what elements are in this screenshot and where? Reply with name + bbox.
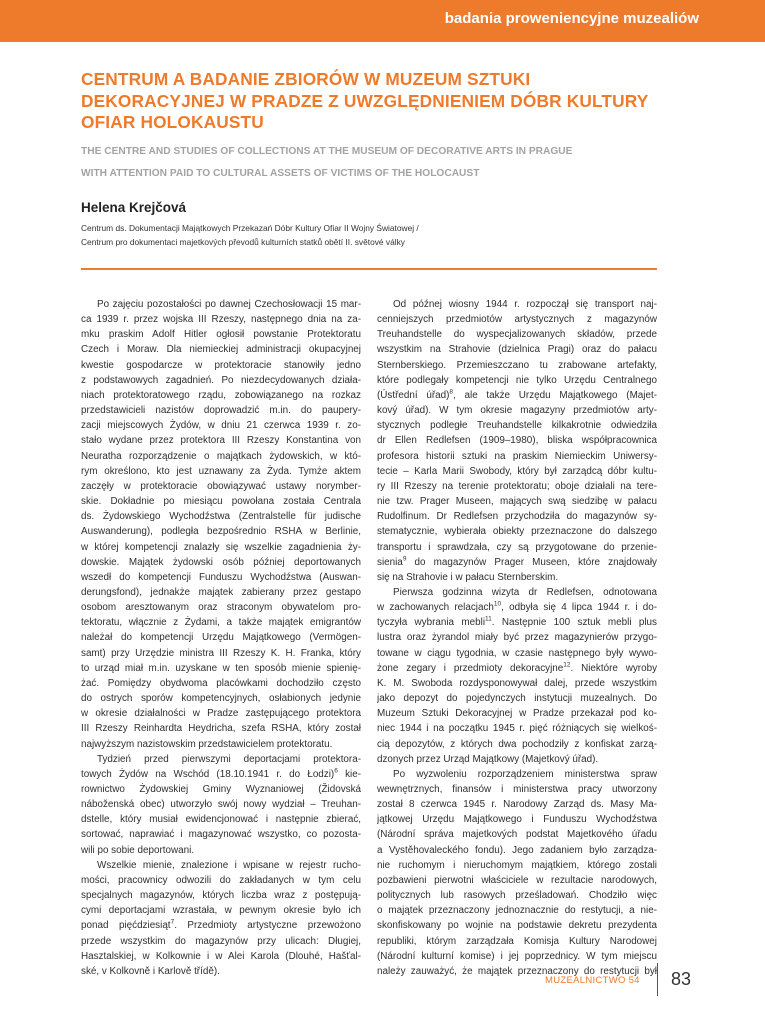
text-line: Treuhandstelle do wyspecjalizowanych składów, przede [377, 329, 657, 341]
text-line: zacji miejscowych Żydów, w dniu 21 czerwca 1939 r. zo- [81, 420, 361, 432]
text-line: zaczęły w protektoracie obowiązywać ustawy norymber- [81, 480, 361, 492]
text-line: samt) przy Urzędzie ministra III Rzeszy K. H. Franka, który [81, 647, 361, 659]
text-line: w okresie działalności w Pradze zastępującego protektora [81, 708, 361, 720]
article-subtitle [81, 141, 681, 185]
text-line: ry III Rzeszy na terenie protektoratu; oboje działali na tere- [377, 480, 657, 492]
text-line: jako depozyt do pojedynczych instytucji muzealnych. Do [377, 693, 657, 705]
text-line: wszystkim na Strahovie (dzielnica Pragi) oraz do pałacu [377, 344, 657, 356]
text-line: skonfiskowany po wojnie na podstawie dekretu prezydenta [377, 920, 657, 932]
text-line: dzonych przez Urząd Majątkowy (Majetkový úřad). [377, 753, 599, 765]
text-line: do ostrych sporów kompetencyjnych, osłabionych jedynie [81, 693, 361, 705]
affiliation-line: Centrum ds. Dokumentacji Majątkowych Przekazań Dóbr Kultury Ofiar II Wojny Światowej / [81, 223, 419, 233]
text-line: Czech i Moraw. Dla niemieckiej administracji okupacyjnej [81, 344, 361, 356]
text-line: mku praskim Adolf Hitler ogłosił powstanie Protektoratu [81, 329, 361, 341]
title-line: OFIAR HOLOKAUSTU [81, 112, 264, 132]
text-line [377, 661, 657, 676]
footnote-ref[interactable]: 12 [563, 661, 571, 669]
text-line: najwyższym nazistowskim przedstawicielem protektoratu. [81, 738, 333, 750]
text-line: ds. Żydowskiego Wychodźstwa (Zentralstelle für judische [81, 511, 361, 523]
text-line: należy zauważyć, że majątek przeznaczony do restytucji był [377, 965, 657, 977]
text-line: dstelle, który musiał ewidencjonować i następnie zbierać, [81, 814, 361, 826]
text-fragment: , odbyła się 4 lipca 1944 r. i do- [501, 602, 657, 614]
text-line: Po wyzwoleniu rozporządzeniem ministerstwa spraw [393, 768, 657, 780]
footnote-ref[interactable]: 10 [493, 600, 502, 608]
text-line [377, 615, 657, 630]
text-line: tecie – Karla Marii Swobody, który był zarządcą dóbr kultu- [377, 465, 657, 477]
text-line [81, 918, 361, 933]
text-line: sortować, naprawiać i magazynować wszystko, co pozosta- [81, 829, 361, 841]
text-line: Neuratha rozporządzenie o majątkach żydowskich, w któ- [81, 450, 361, 462]
text-line: o majątek przeznaczony jednoznacznie do restytucji, a nie- [377, 905, 657, 917]
text-line: z podstawowych zagadnień. Po niezdecydowanych działa- [81, 374, 361, 386]
text-fragment: . Przedmioty artystyczne przewożono [174, 920, 361, 932]
text-fragment: (Ústřední úřad) [377, 389, 450, 401]
text-fragment: towych Żydów na Wschód (18.10.1941 r. do Łodzi) [81, 768, 335, 780]
text-line: Auswanderung), podległa bezpośrednio RSHA w Berlinie, [81, 526, 361, 538]
text-line: osobom aresztowanym oraz straconym obywatelom pro- [81, 602, 361, 614]
footnote-ref[interactable]: 7 [170, 919, 175, 927]
text-line: Muzeum Sztuki Dekoracyjnej w Pradze przekazał pod ko- [377, 708, 657, 720]
text-line: cią depozytów, z których dwa pochodziły z konfiskat zarzą- [377, 738, 657, 750]
section-title: badania proweniencyjne muzealiów [444, 10, 699, 27]
text-line [81, 767, 361, 782]
affiliation-line: Centrum pro dokumentaci majetkových převodů kulturních statků obětí II. světové války [81, 237, 405, 247]
text-fragment: . Następnie 100 sztuk mebli plus [491, 617, 657, 629]
text-line: rownictwo Żydowskiej Gminy Wyznaniowej (Židovská [81, 784, 361, 795]
text-line: się na Strahovie i w pałacu Sternberskim. [377, 571, 559, 583]
text-line: należał do kompetencji Urzędu Majątkowego (Vermögen- [81, 632, 361, 644]
text-fragment: żone zegary i przedmioty dekoracyjne [377, 662, 564, 674]
text-line: jątkowej Urzędu Majątkowego i Funduszu Wychodźstwa [377, 814, 657, 826]
title-line: CENTRUM A BADANIE ZBIORÓW W MUZEUM SZTUKI [81, 69, 531, 89]
text-line: towane w ciągu tygodnia, w czasie następnego były wywo- [377, 647, 657, 659]
text-line: a Vystěhovaleckého fondu). Jego zadaniem było zarządza- [377, 844, 657, 856]
text-line: ca 1939 r. przez wojska III Rzeszy, następnego dnia na za- [81, 314, 361, 326]
text-line: Od późnej wiosny 1944 r. rozpoczął się transport naj- [393, 299, 657, 310]
text-line: III Rzeszy Reinhardta Heydricha, szefa RSHA, który został [81, 723, 361, 735]
text-line: Sternberskiego. Przemieszczano tu zrabowane artefakty, [377, 359, 657, 371]
text-line: profesora historii sztuki na praskim Niemieckim Uniwersy- [377, 450, 657, 462]
text-line [377, 388, 657, 403]
author-name: Helena Krejčová [81, 200, 187, 215]
text-line: derungsfond), jednakże majątek zabierany przez gestapo [81, 586, 361, 598]
text-line: wszedł do kompetencji Funduszu Wychodźstwa (Auswan- [81, 571, 361, 583]
text-line: stało wydane przez protektora III Rzeszy Konstantina von [81, 435, 361, 447]
text-line: nie ruchomym i nieruchomym majątkiem, którego zostali [377, 859, 657, 871]
text-line: (Národní kulturní komise) i jej poprzednicy. W tym miejscu [377, 950, 657, 962]
text-line: Wszelkie mienie, znalezione i wpisane w rejestr rucho- [97, 859, 361, 871]
text-fragment: kie- [337, 768, 361, 780]
subtitle-line: WITH ATTENTION PAID TO CULTURAL ASSETS OF VICTIMS OF THE HOLOCAUST [81, 168, 480, 179]
text-fragment: do magazynów Prager Museen, które znajdowały [406, 556, 657, 568]
text-line: specjalnych magazynów, których liczba wraz z postępują- [81, 890, 361, 902]
text-line: pozbawieni pierwotni właściciele w rezultacie narodowych, [377, 874, 657, 886]
body-column-left [81, 297, 361, 979]
text-line: tektoratu, włącznie z Żydami, a także majątek emigrantów [81, 617, 361, 629]
footnote-ref[interactable]: 11 [485, 615, 492, 623]
text-fragment: , ale także Urzędu Majątkowego (Majet- [453, 389, 657, 401]
text-line: dr Ellen Redlefsen (1909–1980), bliska współpracownica [377, 435, 657, 447]
text-fragment: . Niektóre wyroby [570, 662, 657, 674]
text-line: przedstawicieli nazistów doprowadzić m.in. do paupery- [81, 405, 361, 417]
text-line: nie tzw. Prager Museen, mających swą siedzibę w pałacu [377, 496, 657, 508]
text-line: ské, v Kolkovně i Karlově třídě). [81, 965, 220, 977]
text-line: Tydzień przed pierwszymi deportacjami protektora- [97, 753, 361, 765]
footnote-ref[interactable]: 8 [449, 388, 454, 396]
text-line: Po zajęciu pozostałości po dawnej Czechosłowacji 15 mar- [97, 299, 361, 310]
author-affiliation [81, 221, 681, 249]
text-fragment: sienia [377, 556, 403, 568]
text-line: stycznych podległe Treuhandstelle kilkakrotnie odwiedziła [377, 420, 657, 432]
text-line: niach protektoratowego rządu, zobowiązanego na rozkaz [81, 389, 361, 401]
text-line: niec 1944 i na początku 1945 r. pięć różniących się wielkoś- [377, 723, 657, 735]
text-line: w której kompetencji znalazły się wszelkie zagadnienia ży- [81, 541, 361, 553]
text-line: przede wszystkim do magazynów przy ulicach: Długiej, [81, 935, 361, 947]
text-line: cymi deportacjami wzrastała, w pewnym okresie było ich [81, 905, 361, 917]
text-line: náboženská obec) utworzyło swój nowy wydział – Treuhan- [81, 799, 361, 811]
page-number: 83 [671, 969, 692, 989]
text-line: cenniejszych przedmiotów artystycznych z magazynów [377, 314, 657, 326]
text-line: (Národní správa majetkových podstat Majetkového úřadu [377, 829, 657, 841]
text-line: mości, pracownicy odwozili do zakładanych w tym celu [81, 874, 361, 886]
title-line: DEKORACYJNEJ W PRADZE Z UWZGLĘDNIENIEM DÓBR KULTURY [81, 90, 649, 111]
body-column-right [377, 297, 657, 979]
text-line: Rudolfinum. Dr Redlefsen przychodziła do magazynów sy- [377, 511, 657, 523]
text-line: rym określono, kto jest uznawany za Żyda. Tymże aktem [81, 465, 361, 477]
text-line [377, 555, 657, 570]
text-fragment: w zachowanych relacjach [377, 602, 494, 614]
text-line: żać. Pomiędzy obydwoma placówkami dochodziło często [81, 677, 361, 689]
text-line: lustra oraz żyrandol miały być przez magazynierów przygo- [377, 632, 657, 644]
text-line: K. M. Swoboda rozdysponowywał dalej, przede wszystkim [377, 677, 657, 689]
text-fragment: tyczyła wybrania mebli [377, 617, 486, 629]
footnote-ref[interactable]: 9 [402, 555, 407, 563]
text-line: Pierwsza godzinna wizyta dr Redlefsen, odnotowana [393, 586, 657, 598]
text-line: politycznych lub rasowych prześladowań. Chodziło więc [377, 890, 657, 902]
text-line: został 8 czerwca 1945 r. Narodowy Zarząd ds. Masy Ma- [377, 799, 657, 811]
text-line: wili po sobie deportowani. [81, 844, 195, 856]
text-line: transportu i sprawdzała, czy są przygotowane do przenie- [377, 541, 657, 553]
text-fragment: ponad pięćdziesiąt [81, 920, 171, 932]
article-title [81, 69, 681, 134]
subtitle-line: THE CENTRE AND STUDIES OF COLLECTIONS AT THE MUSEUM OF DECORATIVE ARTS IN PRAGUE [81, 146, 573, 157]
footnote-ref[interactable]: 6 [334, 767, 338, 775]
text-line: skie. Dokładnie po miesiącu powołana została Centrala [81, 496, 361, 508]
footer-divider [657, 963, 658, 996]
text-line: kwestie gospodarcze w protektoracie stanowiły jedno [81, 359, 361, 371]
text-line: republiki, którym zarządzała Komisja Kultury Narodowej [377, 935, 657, 947]
text-line [377, 600, 657, 615]
text-line: kový úřad). W tym okresie magazyny przedmiotów arty- [377, 405, 657, 417]
text-line: dowskie. Majątek żydowski osób później deportowanych [81, 556, 361, 568]
journal-name: MUZEALNICTWO 54 [545, 975, 640, 986]
text-line: które podlegały kompetencji nie tylko Urzędu Centralnego [377, 374, 657, 386]
header-divider [81, 268, 657, 270]
text-line: to urząd miał m.in. uzyskane w ten sposób mienie spienię- [81, 662, 361, 674]
text-line: wewnętrznych, finansów i ministerstwa pracy utworzony [377, 784, 657, 795]
text-line: stematycznie, wybierała obiekty przeznaczone do dalszego [377, 526, 657, 538]
text-line: Hasztalskiej, w Kolkownie i w Alei Karola (Dlouhé, Hašťal- [81, 950, 361, 962]
